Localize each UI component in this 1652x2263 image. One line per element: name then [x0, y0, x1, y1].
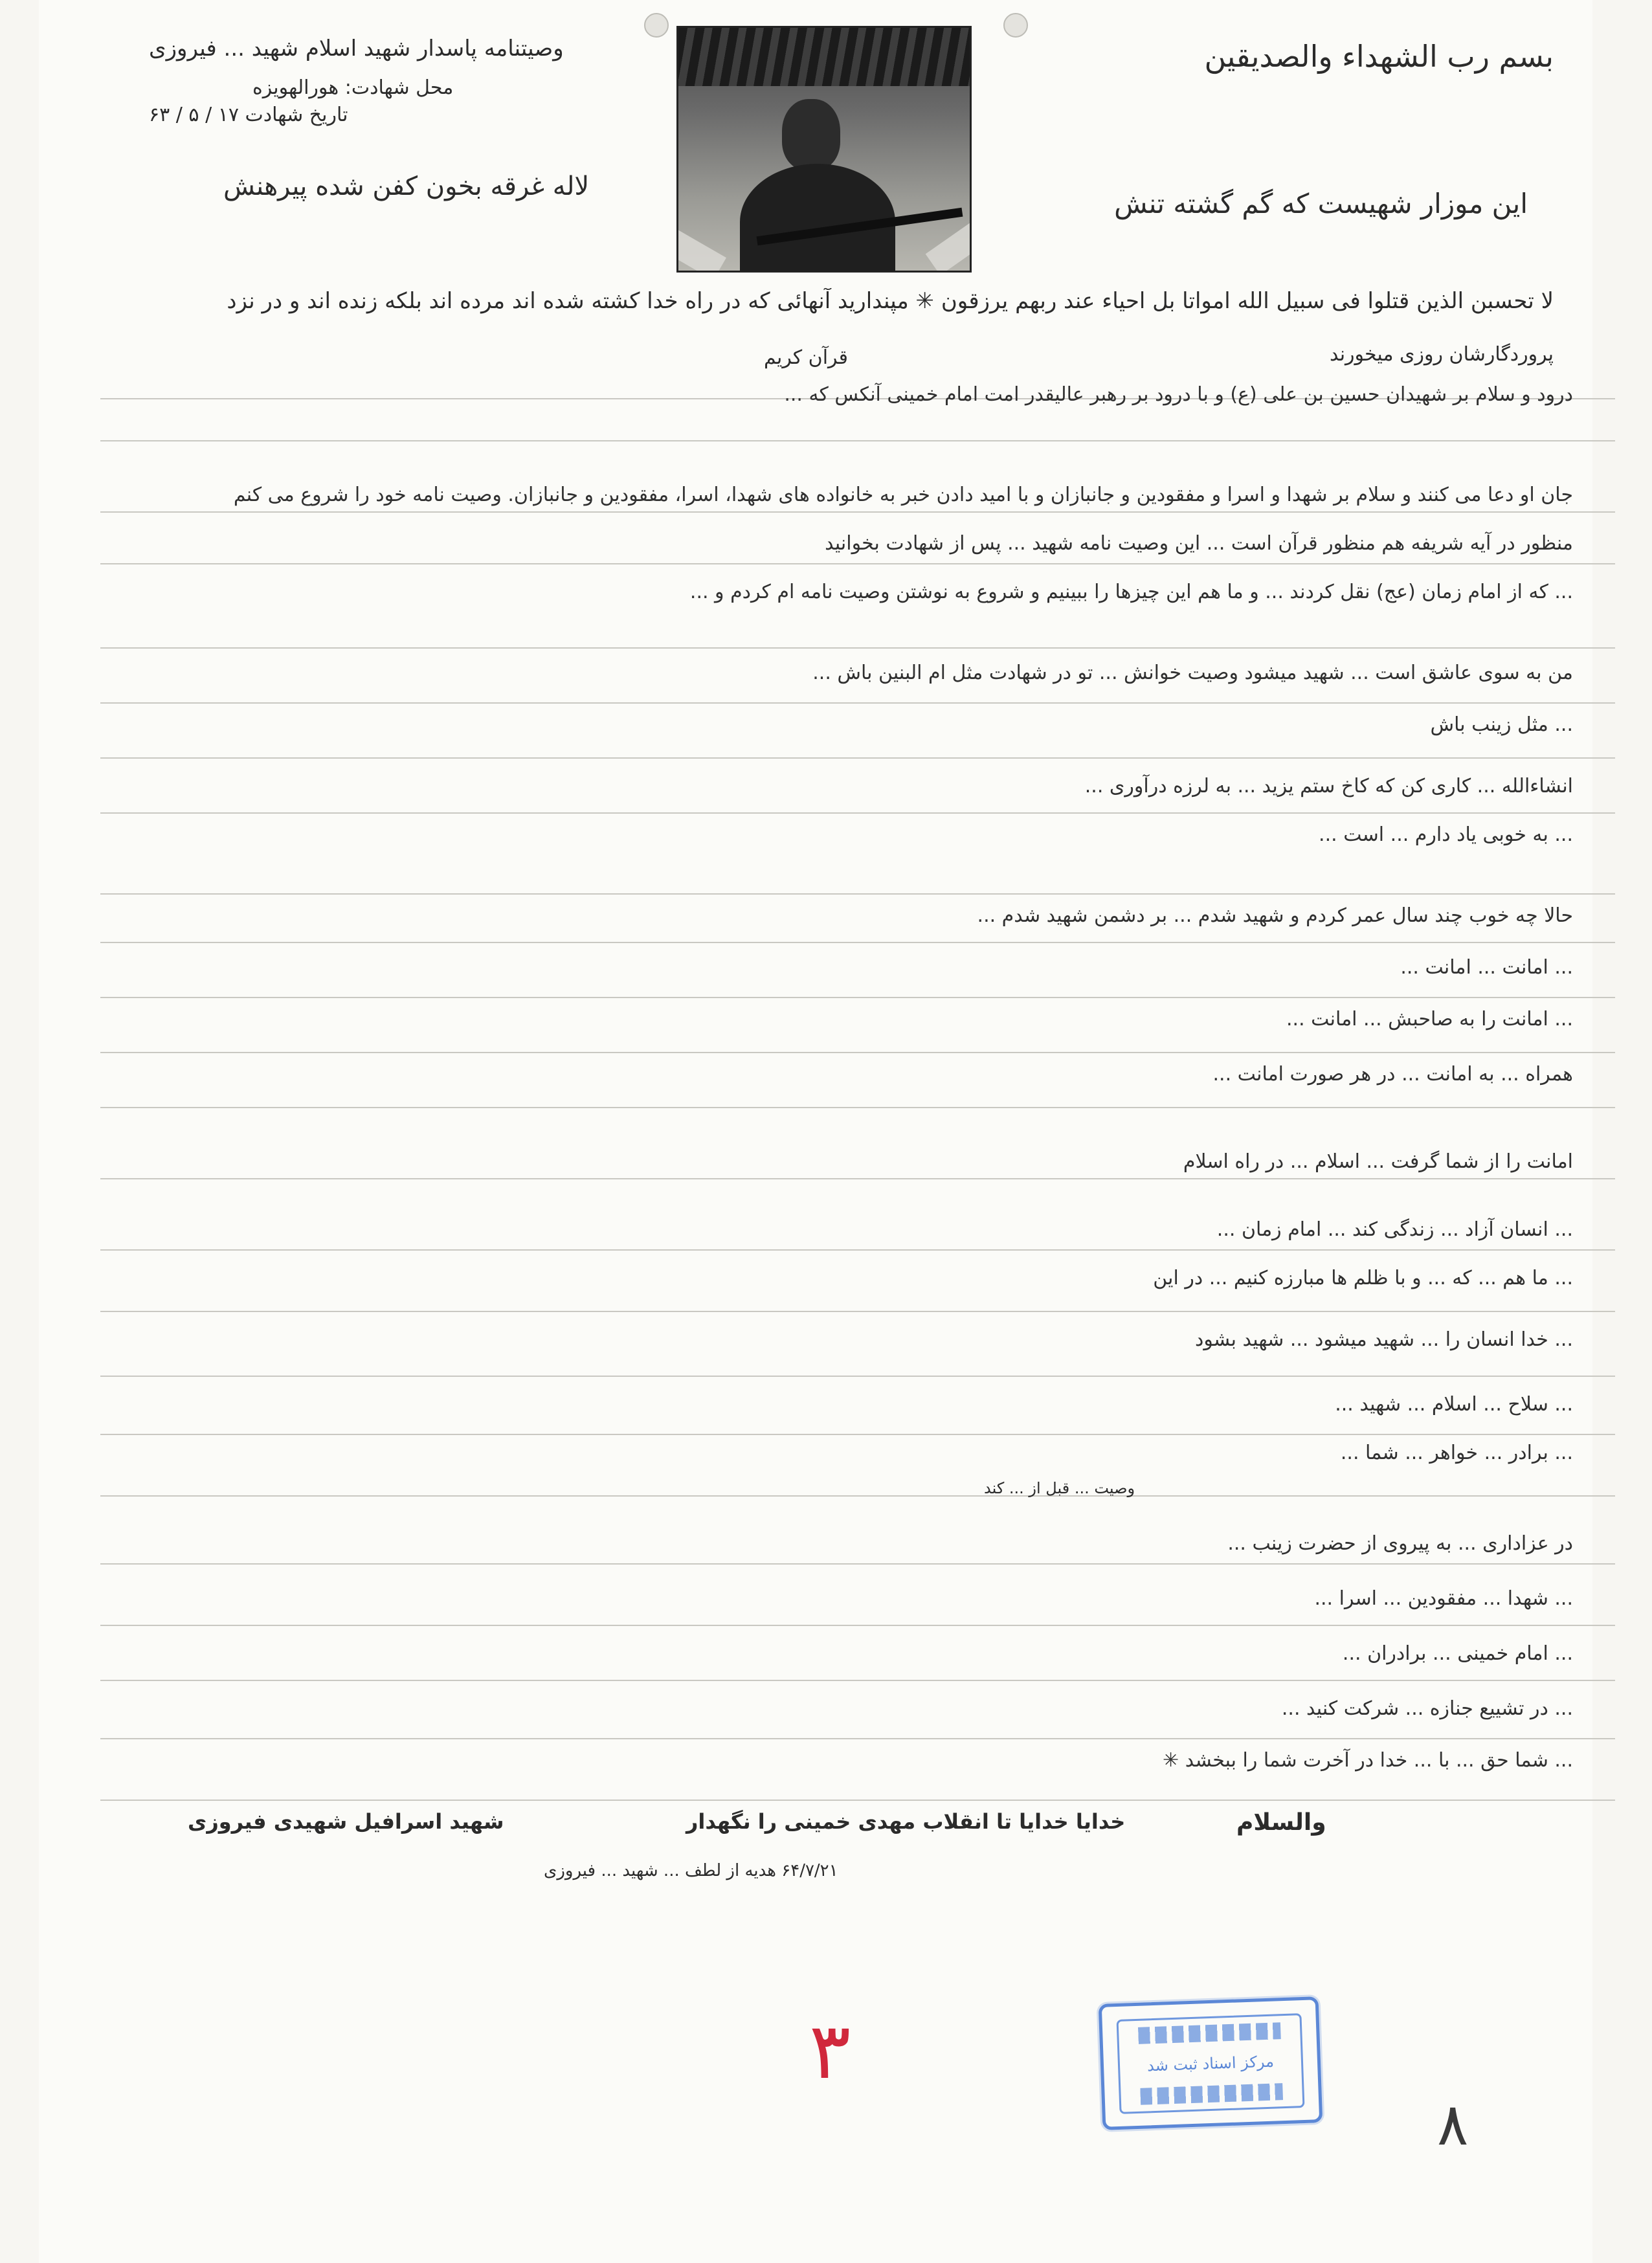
body-line: ... در تشییع جنازه ... شرکت کنید ... — [1281, 1697, 1573, 1720]
photo-torso — [740, 164, 895, 273]
photo-tape — [926, 221, 972, 273]
body-line: منظور در آیه شریفه هم منظور قرآن است ... این وصیت نامه شهید ... پس از شهادت بخوانید — [825, 532, 1573, 555]
closing-signature: شهید اسرافیل شهیدی فیروزی — [188, 1809, 504, 1834]
ruled-line — [100, 893, 1615, 895]
margin-note: وصیت ... قبل از ... کند — [984, 1479, 1135, 1497]
closing-prayer: خدایا خدایا تا انقلاب مهدی خمینی را نگهدار — [686, 1809, 1126, 1834]
ruled-line — [100, 440, 1615, 441]
ruled-line — [100, 1495, 1615, 1497]
ruled-line — [100, 1800, 1615, 1801]
quran-verse-line2: پروردگارشان روزی میخورند — [1329, 343, 1554, 366]
closing-note: ۶۴/۷/۲۱ هدیه از لطف ... شهید ... فیروزی — [544, 1861, 838, 1880]
poem-verse-right: این موزار شهیست که گم گشته تنش — [1114, 188, 1528, 219]
body-line: ... ما هم ... که ... و با ظلم ها مبارزه کنیم ... در این — [1153, 1267, 1573, 1289]
body-line: انشاءالله ... کاری کن که کاخ ستم یزید ... به لرزه درآوری ... — [1084, 775, 1573, 797]
body-line: ... سلاح ... اسلام ... شهید ... — [1335, 1393, 1573, 1416]
photo-tape — [676, 229, 726, 273]
ruled-line — [100, 1178, 1615, 1179]
will-title: وصیتنامه پاسدار شهید اسلام شهید ... فیروزی — [149, 36, 564, 61]
body-line: ... به خوبی یاد دارم ... است ... — [1319, 823, 1573, 846]
document-sheet — [39, 0, 1592, 2263]
punch-hole — [1003, 13, 1028, 38]
ruled-line — [100, 1376, 1615, 1377]
body-line: ... خدا انسان را ... شهید میشود ... شهید بشود — [1195, 1328, 1573, 1351]
body-line: جان او دعا می کنند و سلام بر شهدا و اسرا و مفقودین و جانبازان و با امید دادن خبر به خانواده های شهدا، اسرا، مفقودین و جانبازان. وصیت نامه خود را شروع می کنم — [233, 484, 1573, 506]
body-line: ... شما حق ... با ... خدا در آخرت شما را ببخشد ✳ — [1163, 1749, 1573, 1772]
ruled-line — [100, 757, 1615, 759]
registration-stamp — [1099, 1996, 1323, 2130]
photo-shelter-roof — [678, 28, 970, 86]
ruled-line — [100, 1563, 1615, 1565]
closing-salutation: والسلام — [1236, 1809, 1326, 1836]
body-line: ... شهدا ... مفقودین ... اسرا ... — [1314, 1587, 1573, 1610]
martyrdom-date: تاریخ شهادت ۱۷ / ۵ / ۶۳ — [149, 104, 348, 126]
ruled-line — [100, 563, 1615, 564]
body-line: درود و سلام بر شهیدان حسین بن علی (ع) و با درود بر رهبر عالیقدر امت امام خمینی آنکس که ... — [784, 383, 1573, 406]
bismillah-heading: بسم رب الشهداء والصدیقین — [1204, 39, 1554, 74]
martyrdom-place: محل شهادت: هورالهویزه — [252, 76, 454, 99]
ruled-line — [100, 1738, 1615, 1739]
body-line: ... که از امام زمان (عج) نقل کردند ... و ما هم این چیزها را ببینیم و شروع به نوشتن وصیت نامه ام کردم و ... — [689, 581, 1573, 603]
body-line: ... انسان آزاد ... زندگی کند ... امام زمان ... — [1216, 1218, 1573, 1241]
body-line: من به سوی عاشق است ... شهید میشود وصیت خوانش ... تو در شهادت مثل ام البنین باش ... — [812, 662, 1573, 684]
stamp-text: مرکز اسناد ثبت شد — [1146, 2052, 1275, 2075]
body-line: حالا چه خوب چند سال عمر کردم و شهید شدم ... بر دشمن شهید شدم ... — [977, 904, 1573, 927]
ruled-line — [100, 1680, 1615, 1681]
punch-hole — [644, 13, 669, 38]
ruled-line — [100, 1311, 1615, 1312]
poem-verse-left: لاله غرقه بخون کفن شده پیرهنش — [223, 172, 590, 201]
body-line: در عزاداری ... به پیروی از حضرت زینب ... — [1227, 1532, 1573, 1555]
photo-head — [782, 99, 840, 170]
quran-verse-line1: لا تحسبن الذین قتلوا فی سبیل الله امواتا بل احیاء عند ربهم یرزقون ✳ مپندارید آنهائی که در راه خدا کشته شده اند مرده اند بلکه زنده اند و در نزد — [227, 288, 1554, 314]
stamp-bar — [1140, 2083, 1283, 2105]
ruled-line — [100, 511, 1615, 513]
page-number: ۳ — [809, 2007, 851, 2097]
body-line: ... امانت را به صاحبش ... امانت ... — [1286, 1008, 1573, 1031]
ruled-line — [100, 1625, 1615, 1626]
body-line: ... برادر ... خواهر ... شما ... — [1340, 1442, 1573, 1464]
body-line: همراه ... به امانت ... در هر صورت امانت ... — [1212, 1063, 1573, 1086]
ruled-line — [100, 1107, 1615, 1108]
quran-source: قرآن کریم — [764, 346, 848, 369]
corner-mark: ۸ — [1437, 2091, 1469, 2159]
ruled-line — [100, 647, 1615, 649]
body-line: ... امام خمینی ... برادران ... — [1342, 1642, 1573, 1665]
body-line: ... امانت ... امانت ... — [1400, 956, 1573, 979]
body-line: ... مثل زینب باش — [1430, 713, 1573, 736]
ruled-line — [100, 1249, 1615, 1251]
ruled-line — [100, 997, 1615, 998]
stamp-bar — [1138, 2022, 1281, 2044]
ruled-line — [100, 702, 1615, 704]
ruled-line — [100, 812, 1615, 814]
martyr-photo — [676, 26, 972, 273]
ruled-line — [100, 1052, 1615, 1053]
body-line: امانت را از شما گرفت ... اسلام ... در راه اسلام — [1183, 1150, 1573, 1173]
ruled-line — [100, 942, 1615, 943]
